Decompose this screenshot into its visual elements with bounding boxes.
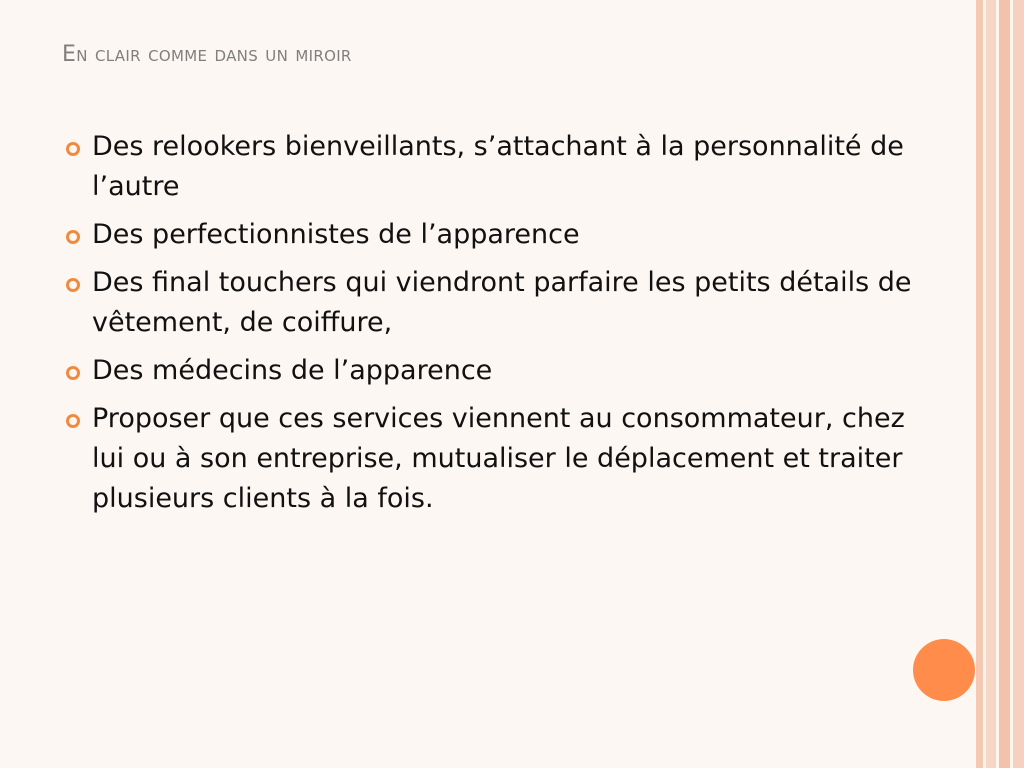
stripe [999,0,1010,768]
bullet-item [66,351,916,391]
decorative-right-stripes [976,0,1024,768]
bullet-text: Des perfectionnistes de l’apparence [92,219,580,250]
bullet-text: Des médecins de l’apparence [92,355,493,386]
bullet-item [66,215,916,255]
bullet-item [66,127,916,207]
stripe [986,0,996,768]
bullet-item [66,399,916,519]
bullet-list [66,127,916,527]
bullet-text: Des relookers bienveillants, s’attachant à la personnalité de l’autre [92,131,904,202]
bullet-circle-icon [66,414,80,428]
bullet-text: Proposer que ces services viennent au consommateur, chez lui ou à son entreprise, mutualiser le déplacement et traiter plusieurs clients à la fois. [92,403,905,514]
slide-title: En clair comme dans un miroir [62,42,352,67]
stripe [976,0,983,768]
bullet-circle-icon [66,366,80,380]
decorative-orange-circle [913,639,975,701]
bullet-circle-icon [66,278,80,292]
bullet-item [66,263,916,343]
bullet-circle-icon [66,230,80,244]
bullet-circle-icon [66,142,80,156]
stripe [1013,0,1024,768]
bullet-text: Des final touchers qui viendront parfaire les petits détails de vêtement, de coiffure, [92,267,912,338]
